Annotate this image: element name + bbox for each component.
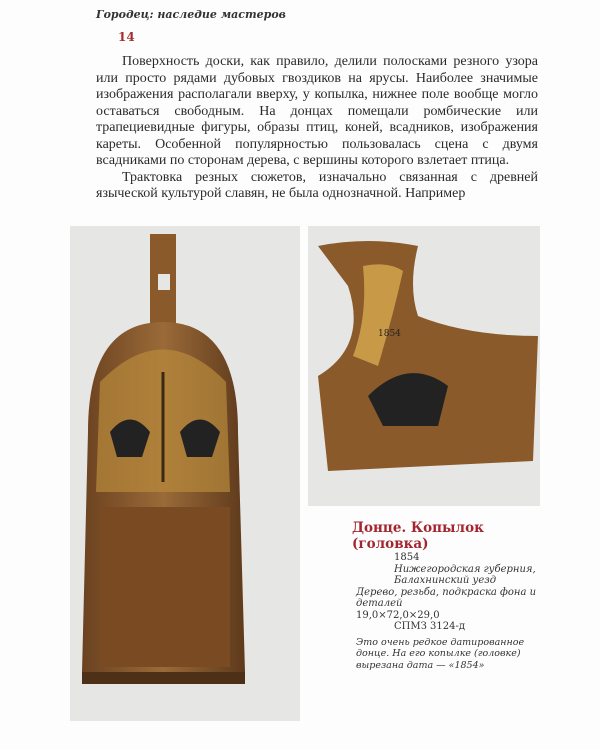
paragraph: Трактовка резных сюжетов, изначально связанная с древней языческой культурой славян, не была однозначной. Например bbox=[96, 169, 538, 201]
paragraph: Поверхность доски, как правило, делили полосками резного узора или просто рядами дубовых гвоздиков на ярусы. Наиболее значимые изображения располагали вверху, у копылка, нижнее поле вообще могло оставаться свободным. На донцах помещали ромбические или трапециевидные фигуры, образы птиц, коней, всадников, изображения кареты. Особенной популярностью пользовалась сцена с двумя всадниками по сторонам дерева, с вершины которого взлетает птица. bbox=[96, 54, 538, 168]
caption-place: Балахнинский уезд bbox=[394, 575, 497, 586]
carved-date: 1854 bbox=[378, 329, 401, 339]
caption-dimensions: 19,0×72,0×29,0 bbox=[356, 609, 440, 621]
page-number: 14 bbox=[118, 30, 135, 44]
running-title: Городец: наследие мастеров bbox=[96, 8, 286, 21]
caption-year: 1854 bbox=[394, 552, 420, 563]
caption bbox=[352, 520, 546, 671]
photo-donce-kopylok bbox=[308, 226, 540, 506]
caption-material: Дерево, резьба, подкраска фона и деталей bbox=[356, 586, 537, 609]
caption-note: Это очень редкое датированное донце. На его копылке (головке) вырезана дата — «1854» bbox=[356, 636, 525, 671]
caption-inventory: СПМЗ 3124-д bbox=[394, 621, 466, 632]
caption-title: Донце. Копылок (головка) bbox=[352, 520, 484, 552]
photo-donce-full bbox=[70, 226, 300, 721]
body-text bbox=[96, 54, 538, 203]
caption-place: Нижегородская губерния, bbox=[394, 563, 536, 575]
